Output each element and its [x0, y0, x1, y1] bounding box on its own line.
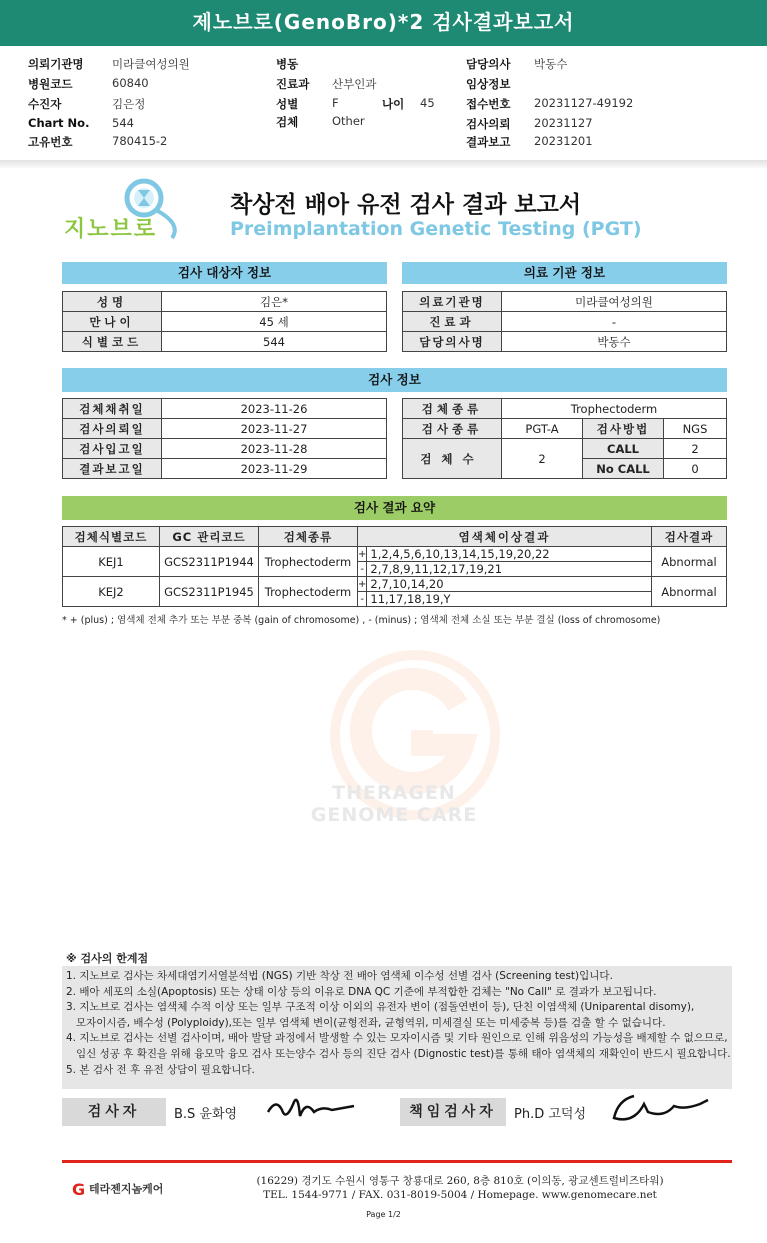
clinical-info-label: 임상정보 — [466, 77, 511, 91]
call-label: CALL — [583, 439, 664, 459]
report-date-label: 결과보고일 — [63, 459, 162, 479]
medical-dept-label: 진료과 — [403, 312, 502, 332]
sex-value: F — [332, 96, 339, 110]
test-spec-table — [402, 398, 727, 479]
chief-label: 책임검사자 — [400, 1098, 506, 1126]
footer-divider — [62, 1160, 732, 1163]
doc-title-ko: 착상전 배아 유전 검사 결과 보고서 — [230, 192, 582, 218]
nocall-value: 0 — [664, 459, 727, 479]
limits-item: 4. 지노브로 검사는 선별 검사이며, 배아 발달 과정에서 발생할 수 있는 모자이시즘 및 기타 원인으로 인해 위음성의 가능성을 배제할 수 없으므로, — [66, 1032, 728, 1045]
unique-no-label: 고유번호 — [28, 135, 73, 149]
tester-signature-icon — [262, 1092, 362, 1128]
row2-minus-sign: - — [358, 592, 367, 607]
footer-address: (16229) 경기도 수원시 영통구 창룡대로 260, 8층 810호 (이의동, 광교센트럴비즈타워) — [256, 1175, 664, 1187]
request-date-value: 20231127 — [534, 116, 593, 130]
company-logo-icon: G — [72, 1180, 86, 1199]
call-value: 2 — [664, 439, 727, 459]
medical-inst-value: 미라클여성의원 — [502, 292, 727, 312]
dept-label: 진료과 — [276, 77, 310, 91]
row1-type: Trophectoderm — [259, 547, 358, 577]
subject-id-value: 544 — [162, 332, 387, 352]
limits-item: 1. 지노브로 검사는 차세대염기서열분석법 (NGS) 기반 착상 전 배아 염색체 이수성 선별 검사 (Screening test)입니다. — [66, 970, 613, 982]
limits-box — [62, 966, 732, 1089]
recipient-value: 김은정 — [112, 97, 146, 111]
logo-text: 지노브로 — [64, 217, 158, 242]
table-row — [63, 577, 727, 592]
subject-age-label: 만나이 — [63, 312, 162, 332]
sex-label: 성별 — [276, 97, 299, 111]
request-date-label: 검사의뢰 — [466, 117, 511, 131]
doc-title-en: Preimplantation Genetic Testing (PGT) — [230, 218, 642, 240]
limits-item: 3. 지노브로 검사는 염색체 수적 이상 또는 일부 구조적 이상 이외의 유전자 변이 (점돌연변이 등), 단친 이염색체 (Uniparental disomy), — [66, 1001, 695, 1014]
footer-address-block — [240, 1174, 680, 1202]
ward-label: 병동 — [276, 57, 299, 71]
request-date-label2: 검사의뢰일 — [63, 419, 162, 439]
nocall-label: No CALL — [583, 459, 664, 479]
method-label: 검사방법 — [583, 419, 664, 439]
subject-name-label: 성명 — [63, 292, 162, 312]
page-number: Page 1/2 — [366, 1210, 401, 1219]
test-dates-table — [62, 398, 387, 479]
report-header — [0, 52, 767, 152]
specimen-label: 검체 — [276, 115, 299, 129]
limits-item: 5. 본 검사 전 후 유전 상담이 필요합니다. — [66, 1063, 255, 1076]
specimen-type-value: Trophectoderm — [502, 399, 727, 419]
method-value: NGS — [664, 419, 727, 439]
row1-plus-sign: + — [358, 548, 367, 560]
row2-code: KEJ2 — [63, 577, 160, 607]
summary-header-gc: GC 관리코드 — [160, 527, 259, 547]
limits-item: 2. 배아 세포의 소실(Apoptosis) 또는 상태 이상 등의 이유로 DNA QC 기준에 부적합한 검체는 "No Call" 로 결과가 보고됩니다. — [66, 985, 657, 998]
tester-label: 검사자 — [62, 1098, 166, 1126]
recipient-label: 수진자 — [28, 97, 62, 111]
doctor-value: 박동수 — [534, 57, 568, 71]
table-row — [63, 547, 727, 562]
age-label: 나이 — [382, 97, 405, 111]
row1-gc: GCS2311P1944 — [160, 547, 259, 577]
row1-plus-chromosomes: 1,2,4,5,6,10,13,14,15,19,20,22 — [367, 547, 652, 562]
subject-id-label: 식별코드 — [63, 332, 162, 352]
row2-plus-sign: + — [358, 578, 367, 590]
request-date-value2: 2023-11-27 — [162, 419, 387, 439]
footer-contact: TEL. 1544-9771 / FAX. 031-8019-5004 / Homepage. www.genomecare.net — [263, 1189, 657, 1201]
watermark-line1: THERAGEN — [332, 782, 456, 804]
intake-date-label: 검사입고일 — [63, 439, 162, 459]
row2-minus-chromosomes: 11,17,18,19,Y — [367, 592, 652, 607]
medical-table — [402, 291, 727, 352]
hospital-code-value: 60840 — [112, 76, 149, 90]
row1-minus-chromosomes: 2,7,8,9,11,12,17,19,21 — [367, 562, 652, 577]
watermark-line2: GENOME CARE — [310, 804, 478, 826]
tester-name: B.S 윤화영 — [174, 1107, 238, 1122]
medical-inst-label: 의료기관명 — [403, 292, 502, 312]
test-type-label: 검사종류 — [403, 419, 502, 439]
receipt-no-value: 20231127-49192 — [534, 96, 634, 110]
report-date-value: 2023-11-29 — [162, 459, 387, 479]
test-info-section-title: 검사 정보 — [62, 368, 727, 392]
institution-value: 미라클여성의원 — [112, 57, 190, 71]
limits-title: ※ 검사의 한계점 — [66, 952, 149, 965]
subject-table — [62, 291, 387, 352]
result-date-label: 결과보고 — [466, 135, 511, 149]
row2-plus-chromosomes: 2,7,10,14,20 — [367, 577, 652, 592]
subject-age-value: 45 세 — [162, 312, 387, 332]
row1-minus-sign: - — [358, 562, 367, 577]
limits-item: 모자이시즘, 배수성 (Polyploidy),또는 일부 염색체 변이(균형전좌, 균형역위, 미세결실 또는 미세중복 등)를 검출 할 수 없습니다. — [76, 1016, 666, 1029]
receipt-no-label: 접수번호 — [466, 97, 511, 111]
report-title-bar: 제노브로(GenoBro)*2 검사결과보고서 — [0, 0, 767, 46]
intake-date-value: 2023-11-28 — [162, 439, 387, 459]
subject-section-title: 검사 대상자 정보 — [62, 262, 387, 284]
summary-header-type: 검체종류 — [259, 527, 358, 547]
count-label: 검체수 — [403, 439, 502, 479]
collect-date-label: 검체채취일 — [63, 399, 162, 419]
medical-doctor-value: 박동수 — [502, 332, 727, 352]
row2-gc: GCS2311P1945 — [160, 577, 259, 607]
specimen-type-label: 검체종류 — [403, 399, 502, 419]
hospital-code-label: 병원코드 — [28, 77, 73, 91]
limits-item: 임신 성공 후 확진을 위해 융모막 융모 검사 또는양수 검사 등의 진단 검사 (Dignostic test)를 통해 태아 염색체의 재확인이 반드시 필요합니다. — [76, 1047, 731, 1060]
chart-no-value: 544 — [112, 116, 134, 130]
row1-code: KEJ1 — [63, 547, 160, 577]
chart-no-label: Chart No. — [28, 116, 90, 130]
specimen-value: Other — [332, 114, 365, 128]
header-divider — [0, 160, 767, 168]
doctor-label: 담당의사 — [466, 57, 511, 71]
age-value: 45 — [420, 96, 435, 110]
footer-company: G 테라젠지놈케어 — [72, 1180, 164, 1199]
row2-type: Trophectoderm — [259, 577, 358, 607]
count-value: 2 — [502, 439, 583, 479]
row2-result: Abnormal — [652, 577, 727, 607]
summary-header-code: 검체식별코드 — [63, 527, 160, 547]
result-date-value: 20231201 — [534, 134, 593, 148]
subject-name-value: 김은* — [162, 292, 387, 312]
chief-signature-icon — [604, 1088, 714, 1130]
chief-name: Ph.D 고덕성 — [514, 1107, 587, 1122]
institution-label: 의뢰기관명 — [28, 57, 84, 71]
footnote: * + (plus) ; 염색체 전체 추가 또는 부분 중복 (gain of chromosome) , - (minus) ; 염색체 전체 소실 또는 부분 결실 (loss of chromosome) — [62, 615, 661, 626]
test-type-value: PGT-A — [502, 419, 583, 439]
collect-date-value: 2023-11-26 — [162, 399, 387, 419]
summary-header-chromosome: 염색체이상결과 — [358, 527, 652, 547]
row1-result: Abnormal — [652, 547, 727, 577]
medical-section-title: 의료 기관 정보 — [402, 262, 727, 284]
summary-header-result: 검사결과 — [652, 527, 727, 547]
watermark-text — [294, 782, 494, 826]
medical-dept-value: - — [502, 312, 727, 332]
dept-value: 산부인과 — [332, 77, 377, 91]
unique-no-value: 780415-2 — [112, 134, 168, 148]
summary-section-title: 검사 결과 요약 — [62, 496, 727, 520]
medical-doctor-label: 담당의사명 — [403, 332, 502, 352]
summary-table — [62, 526, 727, 607]
